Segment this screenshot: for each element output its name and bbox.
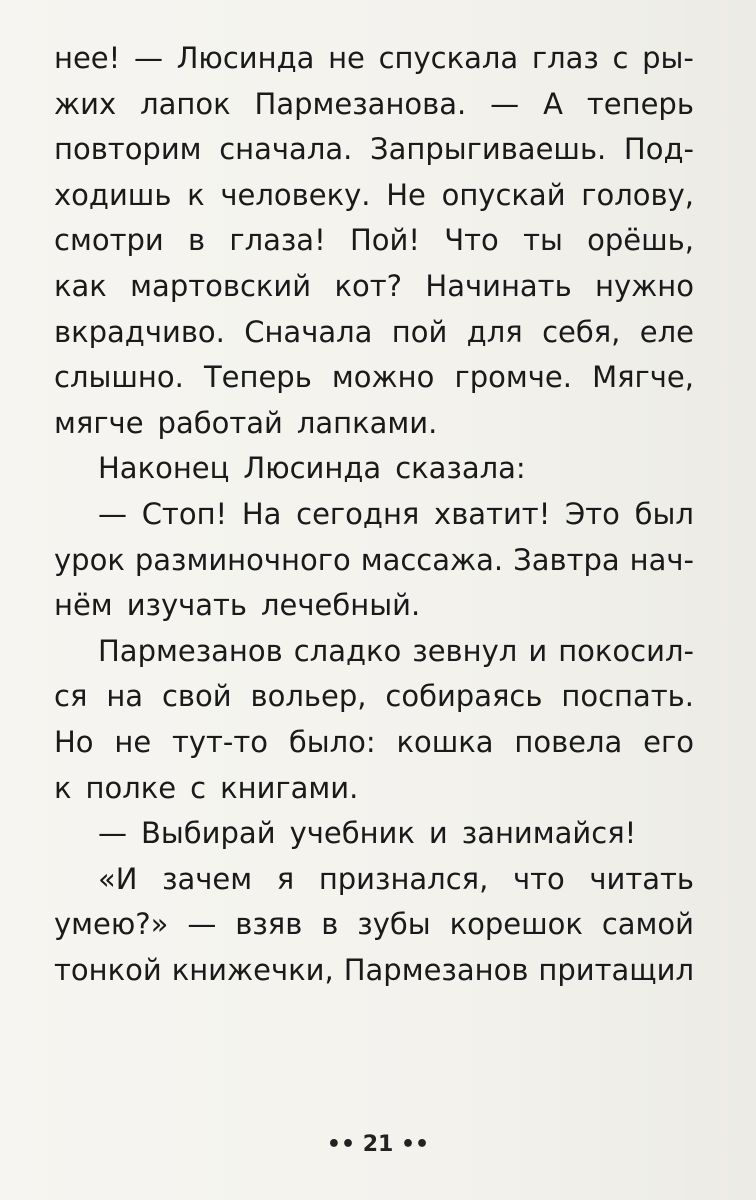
text-line bbox=[54, 127, 694, 173]
word: кошка bbox=[396, 724, 494, 759]
word: Сначала bbox=[244, 314, 373, 349]
word: кот? bbox=[334, 268, 403, 303]
word: Пармезанова. bbox=[254, 86, 467, 121]
word: читать bbox=[589, 861, 694, 896]
text-line bbox=[54, 446, 694, 492]
word: зачем bbox=[162, 861, 253, 896]
word: «И bbox=[98, 861, 138, 896]
word: Пой! bbox=[349, 223, 421, 258]
word: повторим bbox=[54, 132, 202, 167]
word: Люсинда bbox=[243, 451, 382, 486]
word: нач- bbox=[629, 542, 694, 577]
word: Пармезанов bbox=[98, 633, 283, 668]
word: себя, bbox=[542, 314, 621, 349]
text-line bbox=[54, 173, 694, 219]
word: было: bbox=[288, 724, 376, 759]
word: пой bbox=[391, 314, 448, 349]
word: Начинать bbox=[425, 268, 572, 303]
word: нужно bbox=[595, 268, 694, 303]
text-line bbox=[54, 401, 694, 447]
word: работай bbox=[157, 405, 283, 440]
word: самой bbox=[601, 907, 694, 942]
word: сказала: bbox=[395, 451, 526, 486]
word: Но bbox=[54, 724, 94, 759]
word: мартовский bbox=[130, 268, 312, 303]
word: учебник bbox=[289, 816, 415, 851]
word: и bbox=[428, 816, 448, 851]
word: тут-то bbox=[171, 724, 269, 759]
word: что bbox=[512, 861, 565, 896]
text-line bbox=[54, 264, 694, 310]
word: лечебный. bbox=[261, 588, 421, 623]
word: Стоп! bbox=[141, 496, 228, 531]
word: сладко bbox=[293, 633, 402, 668]
word: зубы bbox=[357, 907, 431, 942]
word: ся bbox=[54, 679, 88, 714]
text-line bbox=[54, 82, 694, 128]
text-line bbox=[54, 766, 694, 812]
word: опускай bbox=[441, 177, 566, 212]
word: смотри bbox=[54, 223, 164, 258]
word: занимайся! bbox=[461, 816, 637, 851]
word: Под- bbox=[623, 132, 694, 167]
word: человеку. bbox=[220, 177, 371, 212]
text-line bbox=[54, 310, 694, 356]
text-line bbox=[54, 902, 694, 948]
word: корешок bbox=[449, 907, 583, 942]
word: Выбирай bbox=[141, 816, 276, 851]
word: с bbox=[190, 770, 207, 805]
word: орёшь, bbox=[587, 223, 694, 258]
body-text bbox=[54, 36, 694, 993]
word: умею?» bbox=[54, 907, 169, 942]
word: не bbox=[328, 41, 365, 75]
word: громче. bbox=[454, 360, 572, 395]
word: с bbox=[612, 41, 629, 75]
word: — bbox=[490, 86, 520, 121]
word: можно bbox=[331, 360, 435, 395]
word: его bbox=[643, 724, 694, 759]
word: — bbox=[133, 41, 163, 75]
word: и bbox=[528, 633, 548, 668]
word: Не bbox=[386, 177, 426, 212]
word: зевнул bbox=[412, 633, 518, 668]
word: Это bbox=[565, 496, 620, 531]
text-line bbox=[54, 538, 694, 584]
word: повела bbox=[514, 724, 623, 759]
word: книгами. bbox=[220, 770, 359, 805]
word: изучать bbox=[126, 588, 248, 623]
word: свой bbox=[161, 679, 232, 714]
word: мягче bbox=[54, 405, 144, 440]
word: к bbox=[54, 770, 72, 805]
word: Наконец bbox=[98, 451, 230, 486]
word: как bbox=[54, 268, 107, 303]
word: на bbox=[106, 679, 144, 714]
text-line bbox=[54, 583, 694, 629]
word: урок bbox=[54, 542, 125, 577]
word: Завтра bbox=[513, 542, 620, 577]
word: глаза! bbox=[229, 223, 326, 258]
word: был bbox=[634, 496, 694, 531]
word: сегодня bbox=[296, 496, 420, 531]
word: полке bbox=[85, 770, 177, 805]
word: тонкой bbox=[54, 952, 162, 987]
word: в bbox=[187, 223, 206, 258]
word: поспать. bbox=[561, 679, 694, 714]
word: Люсинда bbox=[176, 41, 315, 75]
word: взяв bbox=[235, 907, 303, 942]
word: — bbox=[98, 816, 127, 851]
word: покосил- bbox=[558, 633, 694, 668]
word: А bbox=[543, 86, 563, 121]
text-line bbox=[54, 720, 694, 766]
word: разминочного bbox=[134, 542, 351, 577]
word: Что bbox=[444, 223, 499, 258]
word: Пармезанов bbox=[343, 952, 529, 987]
word: признался, bbox=[318, 861, 489, 896]
word: книжечки, bbox=[171, 952, 334, 987]
word: Запрыгиваешь. bbox=[370, 132, 607, 167]
word: собираясь bbox=[385, 679, 543, 714]
word: теперь bbox=[586, 86, 694, 121]
page-number: •• 21 •• bbox=[326, 1132, 430, 1157]
word: ходишь bbox=[54, 177, 172, 212]
word: я bbox=[276, 861, 295, 896]
word: еле bbox=[639, 314, 694, 349]
word: ты bbox=[523, 223, 563, 258]
word: — bbox=[98, 496, 127, 531]
word: притащил bbox=[538, 952, 694, 987]
text-line bbox=[54, 811, 694, 857]
word: нее! bbox=[54, 41, 121, 75]
text-line bbox=[54, 629, 694, 675]
word: вкрадчиво. bbox=[54, 314, 225, 349]
word: ры- bbox=[642, 41, 694, 75]
word: хватит! bbox=[434, 496, 551, 531]
text-line bbox=[54, 948, 694, 994]
text-line bbox=[54, 857, 694, 903]
text-line bbox=[54, 36, 694, 82]
word: Мягче, bbox=[592, 360, 694, 395]
word: глаз bbox=[531, 41, 599, 75]
word: для bbox=[466, 314, 523, 349]
word: в bbox=[321, 907, 339, 942]
word: лапок bbox=[140, 86, 231, 121]
word: Теперь bbox=[203, 360, 312, 395]
text-line bbox=[54, 674, 694, 720]
text-line bbox=[54, 492, 694, 538]
word: лапками. bbox=[296, 405, 438, 440]
word: жих bbox=[54, 86, 117, 121]
word: сначала. bbox=[219, 132, 353, 167]
word: На bbox=[241, 496, 282, 531]
word: вольер, bbox=[250, 679, 367, 714]
word: нём bbox=[54, 588, 113, 623]
word: массажа. bbox=[360, 542, 504, 577]
text-line bbox=[54, 355, 694, 401]
word: спускала bbox=[378, 41, 519, 75]
word: голову, bbox=[581, 177, 694, 212]
word: слышно. bbox=[54, 360, 184, 395]
word: — bbox=[187, 907, 217, 942]
word: не bbox=[114, 724, 152, 759]
text-line bbox=[54, 218, 694, 264]
word: к bbox=[187, 177, 205, 212]
